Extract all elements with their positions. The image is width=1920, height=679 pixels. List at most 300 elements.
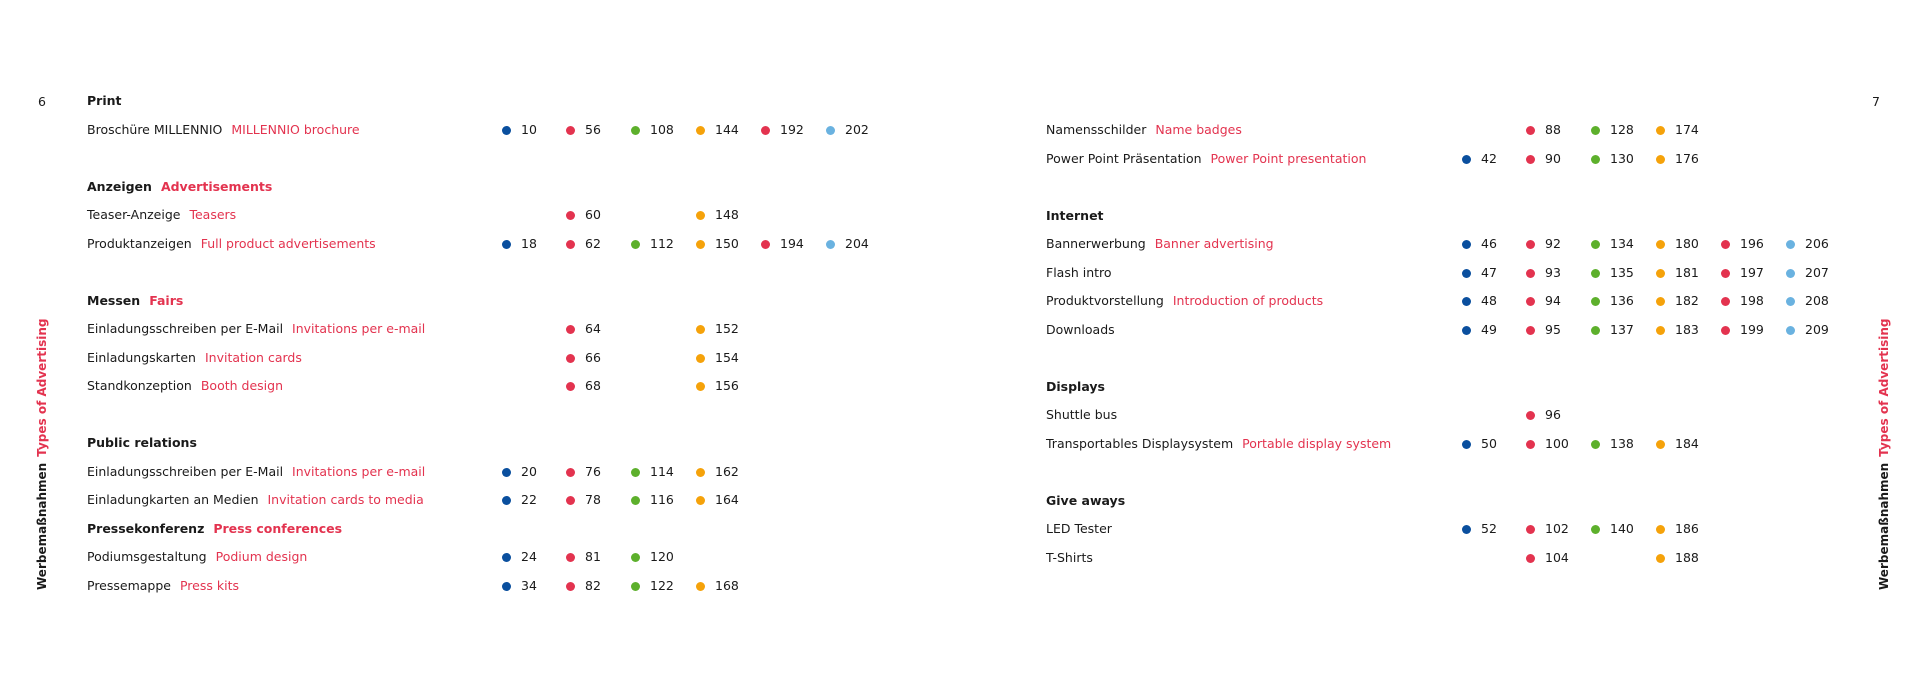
color-dot-icon [696, 496, 705, 505]
reference-number: 188 [1675, 549, 1699, 565]
item-label [1046, 519, 1112, 539]
label-de: Produktvorstellung [1046, 293, 1164, 308]
reference-number: 20 [521, 463, 537, 479]
color-dot-icon [631, 553, 640, 562]
color-dot-icon [566, 553, 575, 562]
page-reference [631, 490, 674, 510]
color-dot-icon [502, 126, 511, 135]
page-reference [1526, 405, 1561, 425]
label-en: Advertisements [160, 178, 273, 194]
page-reference [1656, 263, 1699, 283]
label-de: Anzeigen [87, 178, 152, 194]
color-dot-icon [696, 211, 705, 220]
side-title-de: Werbemaßnahmen [35, 462, 49, 590]
page-reference [1526, 519, 1569, 539]
color-dot-icon [1526, 240, 1535, 249]
page-reference [1786, 320, 1829, 340]
page-reference [1526, 320, 1561, 340]
page-reference [1591, 234, 1634, 254]
page-reference [566, 576, 601, 596]
color-dot-icon [1526, 155, 1535, 164]
label-de: Namensschilder [1046, 122, 1147, 137]
page-reference [1786, 291, 1829, 311]
page-reference [1526, 120, 1561, 140]
color-dot-icon [502, 582, 511, 591]
color-dot-icon [1462, 297, 1471, 306]
reference-number: 186 [1675, 521, 1699, 536]
reference-number: 204 [845, 235, 869, 251]
page-reference [1721, 320, 1764, 340]
page-reference [1656, 149, 1699, 169]
label-de: Transportables Displaysystem [1046, 435, 1234, 451]
label-en: Power Point presentation [1210, 150, 1367, 166]
reference-number: 136 [1610, 293, 1634, 308]
color-dot-icon [1656, 440, 1665, 449]
reference-number: 192 [780, 121, 804, 137]
page-reference [826, 234, 869, 254]
color-dot-icon [1786, 297, 1795, 306]
reference-number: 137 [1610, 321, 1634, 337]
color-dot-icon [696, 354, 705, 363]
page-reference [696, 576, 739, 596]
label-de: Print [87, 93, 122, 108]
reference-number: 140 [1610, 521, 1634, 536]
item-label [1046, 320, 1115, 340]
label-de: Einladungsschreiben per E-Mail [87, 321, 284, 336]
color-dot-icon [631, 240, 640, 249]
color-dot-icon [696, 382, 705, 391]
page-reference [1462, 434, 1497, 454]
page-reference [696, 234, 739, 254]
color-dot-icon [631, 126, 640, 135]
page-reference [1591, 263, 1634, 283]
reference-number: 196 [1740, 236, 1764, 251]
label-en: Invitation cards [204, 349, 302, 365]
label-en: Invitations per e-mail [292, 463, 426, 479]
color-dot-icon [1591, 297, 1600, 306]
reference-number: 130 [1610, 150, 1634, 166]
label-en: Teasers [189, 207, 237, 222]
color-dot-icon [1591, 269, 1600, 278]
item-label [87, 120, 360, 140]
label-en: Full product advertisements [200, 235, 376, 251]
page-reference [502, 234, 537, 254]
item-label [87, 376, 283, 396]
page-reference [502, 462, 537, 482]
label-de: Displays [1046, 378, 1105, 394]
label-de: Broschüre MILLENNIO [87, 121, 223, 137]
label-de: Podiumsgestaltung [87, 549, 207, 564]
reference-number: 52 [1481, 521, 1497, 536]
reference-number: 164 [715, 492, 739, 507]
reference-number: 42 [1481, 150, 1497, 166]
reference-number: 150 [715, 235, 739, 251]
reference-number: 82 [585, 577, 601, 593]
color-dot-icon [566, 354, 575, 363]
reference-number: 46 [1481, 236, 1497, 251]
page-reference [696, 120, 739, 140]
color-dot-icon [1591, 155, 1600, 164]
color-dot-icon [761, 240, 770, 249]
reference-number: 47 [1481, 264, 1497, 280]
reference-number: 90 [1545, 150, 1561, 166]
color-dot-icon [826, 240, 835, 249]
page-reference [1721, 234, 1764, 254]
page-reference [761, 234, 804, 254]
page-reference [696, 319, 739, 339]
reference-number: 100 [1545, 435, 1569, 451]
color-dot-icon [1462, 155, 1471, 164]
label-de: Internet [1046, 207, 1104, 223]
reference-number: 176 [1675, 150, 1699, 166]
page-reference [566, 490, 601, 510]
page-reference [631, 234, 674, 254]
reference-number: 92 [1545, 236, 1561, 251]
label-en: Press conferences [213, 520, 343, 536]
page-reference [696, 348, 739, 368]
color-dot-icon [761, 126, 770, 135]
page-number-right: 7 [1872, 94, 1880, 109]
page-reference [761, 120, 804, 140]
label-de: Pressekonferenz [87, 520, 205, 536]
color-dot-icon [1656, 297, 1665, 306]
color-dot-icon [566, 211, 575, 220]
reference-number: 56 [585, 121, 601, 137]
page-reference [566, 462, 601, 482]
label-de: Downloads [1046, 321, 1115, 337]
reference-number: 202 [845, 121, 869, 137]
item-label [1046, 234, 1274, 254]
reference-number: 10 [521, 121, 537, 137]
color-dot-icon [1526, 554, 1535, 563]
reference-number: 114 [650, 463, 674, 479]
reference-number: 120 [650, 549, 674, 564]
color-dot-icon [1462, 240, 1471, 249]
section-heading [1046, 491, 1125, 511]
label-de: Einladungsschreiben per E-Mail [87, 463, 284, 479]
page-reference [1462, 263, 1497, 283]
section-heading [1046, 206, 1104, 226]
page-reference [1721, 291, 1764, 311]
page-number-left: 6 [38, 94, 46, 109]
page-reference [1526, 291, 1561, 311]
section-heading [87, 519, 342, 539]
reference-number: 183 [1675, 321, 1699, 337]
label-en: Press kits [179, 577, 239, 593]
color-dot-icon [566, 126, 575, 135]
reference-number: 128 [1610, 122, 1634, 137]
color-dot-icon [1462, 440, 1471, 449]
item-label [87, 462, 425, 482]
page-reference [631, 120, 674, 140]
color-dot-icon [1526, 411, 1535, 420]
section-heading [87, 177, 272, 197]
reference-number: 182 [1675, 293, 1699, 308]
page-reference [502, 547, 537, 567]
label-en: Introduction of products [1172, 293, 1324, 308]
item-label [1046, 405, 1117, 425]
reference-number: 108 [650, 121, 674, 137]
color-dot-icon [631, 582, 640, 591]
reference-number: 199 [1740, 321, 1764, 337]
item-label [87, 547, 307, 567]
reference-number: 88 [1545, 122, 1561, 137]
item-label [87, 205, 236, 225]
page-reference [566, 547, 601, 567]
side-title-de: Werbemaßnahmen [1877, 462, 1891, 590]
color-dot-icon [1462, 525, 1471, 534]
color-dot-icon [1786, 326, 1795, 335]
label-de: Produktanzeigen [87, 235, 192, 251]
side-title-left [35, 319, 49, 590]
page-reference [1591, 149, 1634, 169]
label-de: Power Point Präsentation [1046, 150, 1202, 166]
color-dot-icon [1526, 269, 1535, 278]
label-de: Teaser-Anzeige [87, 207, 181, 222]
label-de: T-Shirts [1046, 549, 1093, 565]
item-label [87, 234, 376, 254]
reference-number: 49 [1481, 321, 1497, 337]
label-de: Messen [87, 292, 141, 308]
reference-number: 50 [1481, 435, 1497, 451]
page-reference [1591, 320, 1634, 340]
reference-number: 81 [585, 549, 601, 564]
color-dot-icon [566, 325, 575, 334]
reference-number: 152 [715, 321, 739, 336]
reference-number: 168 [715, 577, 739, 593]
page-reference [1591, 120, 1634, 140]
item-label [1046, 120, 1242, 140]
page-reference [631, 547, 674, 567]
page-reference [696, 205, 739, 225]
label-en: Podium design [215, 549, 308, 564]
section-heading [87, 291, 183, 311]
reference-number: 180 [1675, 236, 1699, 251]
color-dot-icon [696, 126, 705, 135]
side-title-right [1877, 319, 1891, 590]
page-reference [826, 120, 869, 140]
page-reference [1591, 291, 1634, 311]
reference-number: 197 [1740, 264, 1764, 280]
color-dot-icon [1656, 155, 1665, 164]
item-label [87, 348, 302, 368]
reference-number: 34 [521, 577, 537, 593]
label-en: Booth design [200, 378, 283, 393]
reference-number: 104 [1545, 549, 1569, 565]
color-dot-icon [1462, 326, 1471, 335]
color-dot-icon [696, 325, 705, 334]
reference-number: 208 [1805, 293, 1829, 308]
page-reference [1526, 149, 1561, 169]
page-reference [566, 234, 601, 254]
label-de: Bannerwerbung [1046, 236, 1146, 251]
item-label [1046, 263, 1112, 283]
page-reference [1462, 149, 1497, 169]
page-reference [502, 490, 537, 510]
reference-number: 206 [1805, 236, 1829, 251]
reference-number: 18 [521, 235, 537, 251]
page-reference [566, 376, 601, 396]
color-dot-icon [502, 553, 511, 562]
reference-number: 78 [585, 492, 601, 507]
page-reference [1656, 434, 1699, 454]
label-de: Einladungskarten [87, 349, 196, 365]
item-label [1046, 434, 1391, 454]
color-dot-icon [1526, 297, 1535, 306]
reference-number: 102 [1545, 521, 1569, 536]
color-dot-icon [1591, 440, 1600, 449]
page-reference [1656, 320, 1699, 340]
page-reference [1656, 519, 1699, 539]
page-reference [631, 576, 674, 596]
color-dot-icon [696, 582, 705, 591]
page-reference [566, 205, 601, 225]
color-dot-icon [1591, 126, 1600, 135]
reference-number: 198 [1740, 293, 1764, 308]
color-dot-icon [1526, 126, 1535, 135]
page-reference [1656, 120, 1699, 140]
color-dot-icon [1656, 126, 1665, 135]
color-dot-icon [1721, 326, 1730, 335]
reference-number: 22 [521, 492, 537, 507]
item-label [87, 576, 239, 596]
label-de: Public relations [87, 435, 197, 450]
page-reference [696, 462, 739, 482]
item-label [1046, 149, 1366, 169]
label-de: LED Tester [1046, 521, 1112, 536]
label-de: Give aways [1046, 492, 1126, 508]
page-reference [1462, 234, 1497, 254]
color-dot-icon [502, 468, 511, 477]
color-dot-icon [1656, 554, 1665, 563]
color-dot-icon [631, 496, 640, 505]
color-dot-icon [696, 468, 705, 477]
color-dot-icon [1656, 525, 1665, 534]
color-dot-icon [1526, 525, 1535, 534]
color-dot-icon [566, 468, 575, 477]
page-reference [566, 319, 601, 339]
reference-number: 68 [585, 378, 601, 393]
reference-number: 174 [1675, 122, 1699, 137]
section-heading [87, 433, 197, 453]
item-label [87, 490, 424, 510]
color-dot-icon [1721, 269, 1730, 278]
page-reference [1526, 548, 1569, 568]
color-dot-icon [1786, 269, 1795, 278]
reference-number: 209 [1805, 321, 1829, 337]
label-en: Banner advertising [1154, 236, 1274, 251]
side-title-en: Types of Advertising [35, 318, 49, 457]
label-en: MILLENNIO brochure [231, 121, 360, 137]
reference-number: 66 [585, 349, 601, 365]
label-de: Standkonzeption [87, 378, 192, 393]
page-reference [1786, 263, 1829, 283]
label-de: Shuttle bus [1046, 407, 1118, 422]
page-reference [696, 490, 739, 510]
reference-number: 95 [1545, 321, 1561, 337]
color-dot-icon [631, 468, 640, 477]
reference-number: 134 [1610, 236, 1634, 251]
color-dot-icon [1526, 440, 1535, 449]
reference-number: 24 [521, 549, 537, 564]
label-en: Name badges [1155, 122, 1242, 137]
page-reference [1462, 519, 1497, 539]
reference-number: 148 [715, 207, 739, 222]
page-reference [502, 576, 537, 596]
reference-number: 96 [1545, 407, 1561, 422]
color-dot-icon [1656, 240, 1665, 249]
item-label [1046, 291, 1323, 311]
reference-number: 162 [715, 463, 739, 479]
label-de: Pressemappe [87, 577, 171, 593]
color-dot-icon [566, 496, 575, 505]
color-dot-icon [1591, 326, 1600, 335]
page-reference [1526, 234, 1561, 254]
reference-number: 64 [585, 321, 601, 336]
label-en: Portable display system [1242, 435, 1392, 451]
color-dot-icon [1591, 240, 1600, 249]
color-dot-icon [1721, 240, 1730, 249]
page-reference [1656, 234, 1699, 254]
color-dot-icon [1591, 525, 1600, 534]
page-reference [1526, 434, 1569, 454]
reference-number: 181 [1675, 264, 1699, 280]
page-reference [1462, 291, 1497, 311]
label-de: Flash intro [1046, 264, 1112, 280]
reference-number: 76 [585, 463, 601, 479]
color-dot-icon [696, 240, 705, 249]
color-dot-icon [1721, 297, 1730, 306]
reference-number: 48 [1481, 293, 1497, 308]
page-reference [502, 120, 537, 140]
reference-number: 138 [1610, 435, 1634, 451]
reference-number: 122 [650, 577, 674, 593]
reference-number: 60 [585, 207, 601, 222]
color-dot-icon [566, 582, 575, 591]
reference-number: 207 [1805, 264, 1829, 280]
label-en: Fairs [149, 292, 184, 308]
color-dot-icon [826, 126, 835, 135]
reference-number: 156 [715, 378, 739, 393]
reference-number: 184 [1675, 435, 1699, 451]
reference-number: 94 [1545, 293, 1561, 308]
side-title-en: Types of Advertising [1877, 318, 1891, 457]
reference-number: 135 [1610, 264, 1634, 280]
label-en: Invitations per e-mail [292, 321, 426, 336]
section-heading [87, 91, 122, 111]
reference-number: 144 [715, 121, 739, 137]
color-dot-icon [1656, 326, 1665, 335]
page-reference [1526, 263, 1561, 283]
reference-number: 116 [650, 492, 674, 507]
reference-number: 93 [1545, 264, 1561, 280]
page-reference [1656, 548, 1699, 568]
page-reference [1462, 320, 1497, 340]
reference-number: 154 [715, 349, 739, 365]
page-reference [696, 376, 739, 396]
page-reference [1591, 434, 1634, 454]
color-dot-icon [502, 240, 511, 249]
label-de: Einladungkarten an Medien [87, 492, 259, 507]
color-dot-icon [566, 240, 575, 249]
page-reference [566, 120, 601, 140]
page-reference [1656, 291, 1699, 311]
reference-number: 194 [780, 235, 804, 251]
item-label [87, 319, 425, 339]
section-heading [1046, 377, 1105, 397]
label-en: Invitation cards to media [267, 492, 424, 507]
item-label [1046, 548, 1093, 568]
